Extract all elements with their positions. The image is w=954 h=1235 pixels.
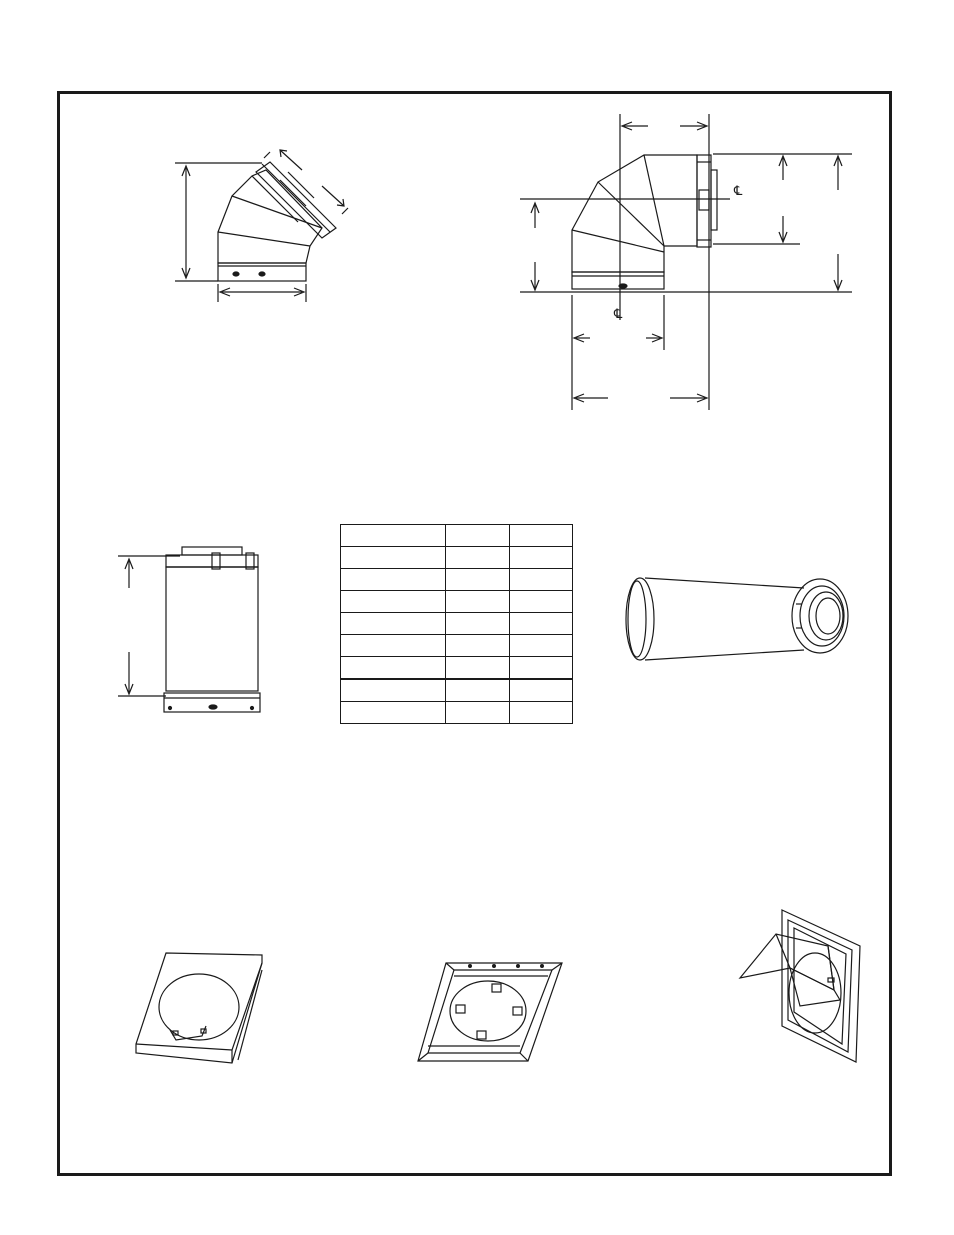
- table-cell: [510, 679, 573, 702]
- firestop-plate-icon: [418, 963, 562, 1061]
- table-cell: [510, 613, 573, 635]
- table-cell: [510, 702, 573, 724]
- table-cell: [446, 569, 510, 591]
- table-row: [341, 547, 573, 569]
- table-cell: [510, 569, 573, 591]
- spec-table: [340, 524, 573, 724]
- table-cell: [510, 635, 573, 657]
- table-cell: [446, 679, 510, 702]
- table-row: [341, 702, 573, 724]
- pipe-section-icon: [118, 547, 260, 712]
- table-row: [341, 635, 573, 657]
- table-row: [341, 591, 573, 613]
- table-row: [341, 525, 573, 547]
- elbow-90-icon: [520, 114, 852, 410]
- table-row: [341, 679, 573, 702]
- table-cell: [341, 679, 446, 702]
- table-cell: [510, 547, 573, 569]
- table-cell: [510, 525, 573, 547]
- table-cell: [446, 657, 510, 680]
- table-cell: [510, 657, 573, 680]
- table-row: [341, 657, 573, 680]
- table-cell: [341, 702, 446, 724]
- centerline-symbol-right: ℄: [734, 184, 743, 199]
- pipe-adapter-icon: [626, 578, 848, 660]
- table-cell: [446, 591, 510, 613]
- table-cell: [341, 547, 446, 569]
- table-cell: [446, 635, 510, 657]
- table-cell: [446, 613, 510, 635]
- table-cell: [341, 525, 446, 547]
- table-cell: [446, 702, 510, 724]
- vent-cap-icon: [740, 910, 860, 1062]
- table-cell: [446, 525, 510, 547]
- table-cell: [341, 613, 446, 635]
- table-row: [341, 569, 573, 591]
- table-cell: [446, 547, 510, 569]
- table-row: [341, 613, 573, 635]
- table-cell: [510, 591, 573, 613]
- centerline-symbol-bottom: ℄: [614, 307, 623, 322]
- elbow-45-icon: [175, 150, 348, 302]
- table-cell: [341, 569, 446, 591]
- table-cell: [341, 635, 446, 657]
- wall-shield-icon: [136, 953, 262, 1063]
- table-cell: [341, 591, 446, 613]
- table-cell: [341, 657, 446, 680]
